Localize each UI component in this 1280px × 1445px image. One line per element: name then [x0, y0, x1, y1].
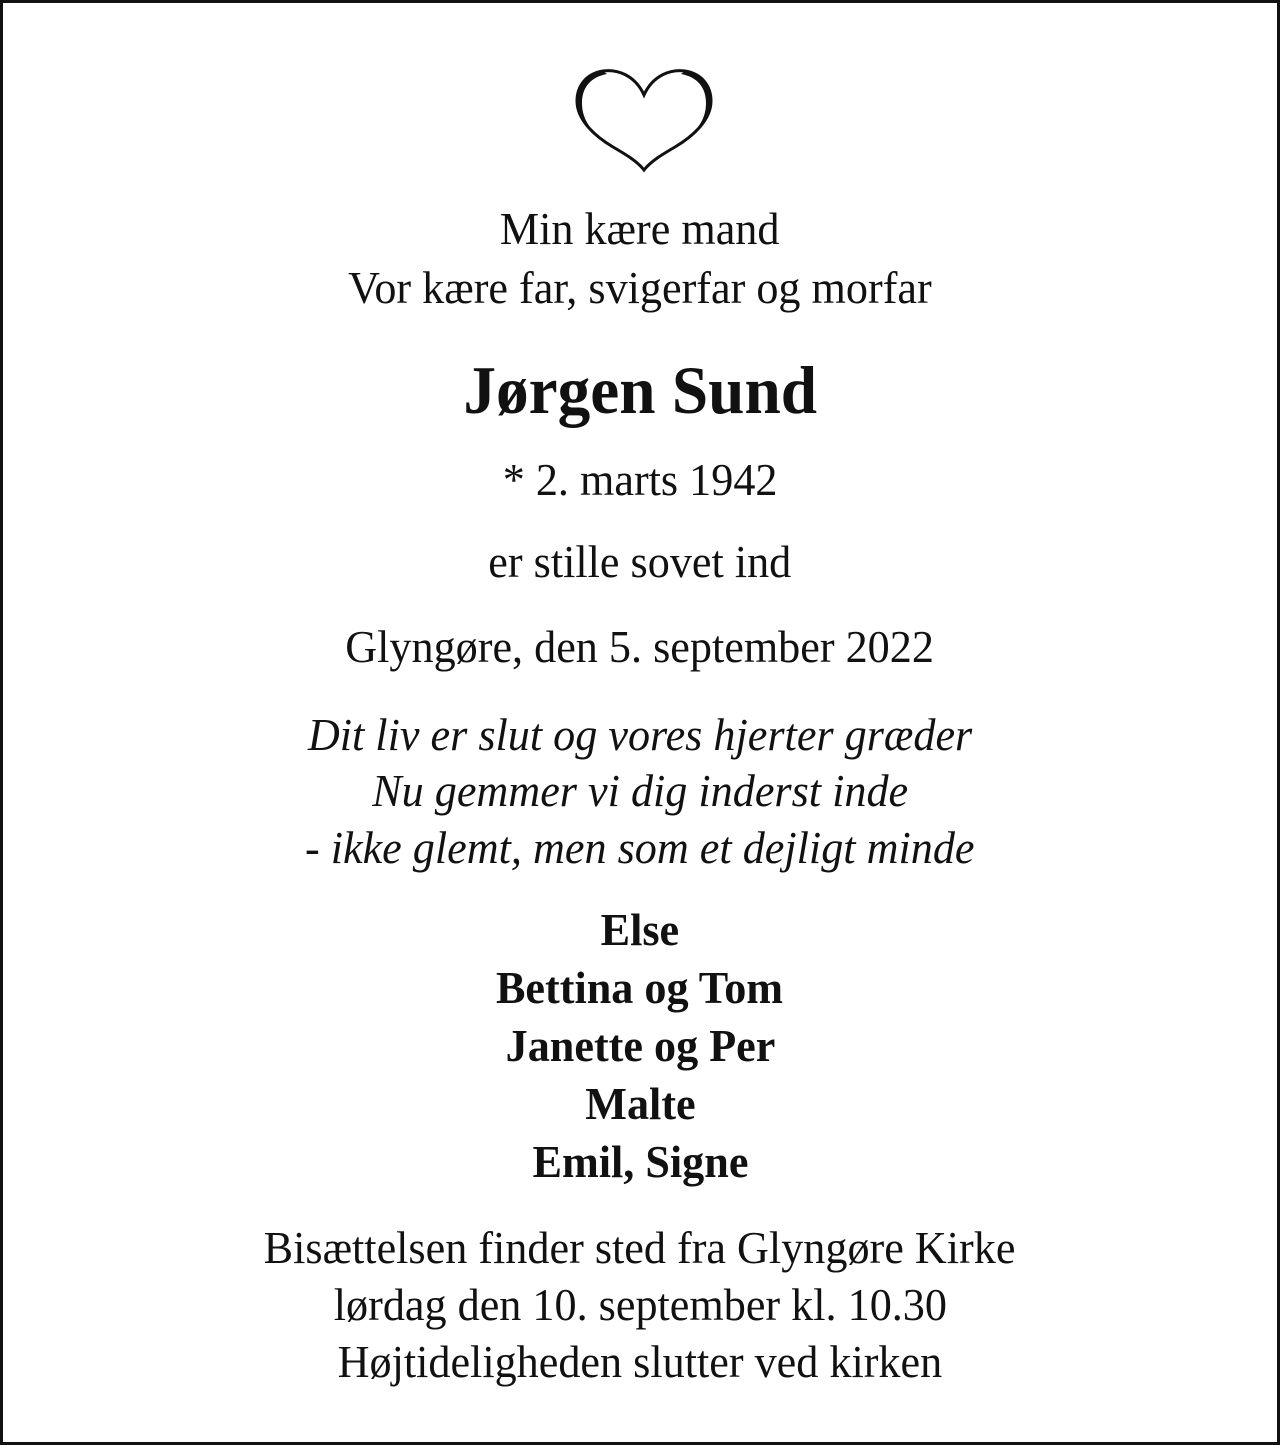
family-member-name: Emil, Signe — [532, 1136, 748, 1187]
heart-outline-icon — [573, 65, 715, 173]
family-member — [3, 1075, 1277, 1133]
poem-line-1 — [3, 706, 1277, 764]
intro-line-1 — [3, 200, 1277, 258]
funeral-info-text-3: Højtideligheden slutter ved kirken — [337, 1336, 943, 1387]
family-member-name: Janette og Per — [505, 1020, 775, 1071]
intro-line-2 — [3, 259, 1277, 317]
intro-text-1: Min kære mand — [500, 203, 780, 254]
poem-text-1: Dit liv er slut og vores hjerter græder — [307, 709, 973, 760]
funeral-info-text-2: lørdag den 10. september kl. 10.30 — [333, 1279, 947, 1330]
family-member — [3, 1017, 1277, 1075]
family-member-name: Bettina og Tom — [496, 962, 784, 1013]
deceased-name-text: Jørgen Sund — [463, 352, 817, 428]
poem-line-2 — [3, 762, 1277, 820]
passed-away-label: er stille sovet ind — [488, 536, 792, 587]
funeral-info-line-3 — [3, 1333, 1277, 1391]
passed-away-text — [3, 533, 1277, 591]
deceased-name — [3, 350, 1277, 430]
birth-date — [3, 451, 1277, 509]
family-member — [3, 1133, 1277, 1191]
place-and-date — [3, 618, 1277, 676]
family-member-name: Else — [600, 904, 680, 955]
family-member — [3, 901, 1277, 959]
place-and-date-text: Glyngøre, den 5. september 2022 — [345, 621, 935, 672]
poem-text-2: Nu gemmer vi dig inderst inde — [372, 765, 908, 816]
funeral-info-line-2 — [3, 1276, 1277, 1334]
funeral-info-text-1: Bisættelsen finder sted fra Glyngøre Kirke — [264, 1222, 1016, 1273]
intro-text-2: Vor kære far, svigerfar og morfar — [348, 262, 932, 313]
poem-text-3: - ikke glemt, men som et dejligt minde — [305, 822, 975, 873]
poem-line-3 — [3, 819, 1277, 877]
funeral-info-line-1 — [3, 1219, 1277, 1277]
family-member-name: Malte — [584, 1078, 696, 1129]
birth-date-text: * 2. marts 1942 — [502, 454, 778, 505]
family-member — [3, 959, 1277, 1017]
